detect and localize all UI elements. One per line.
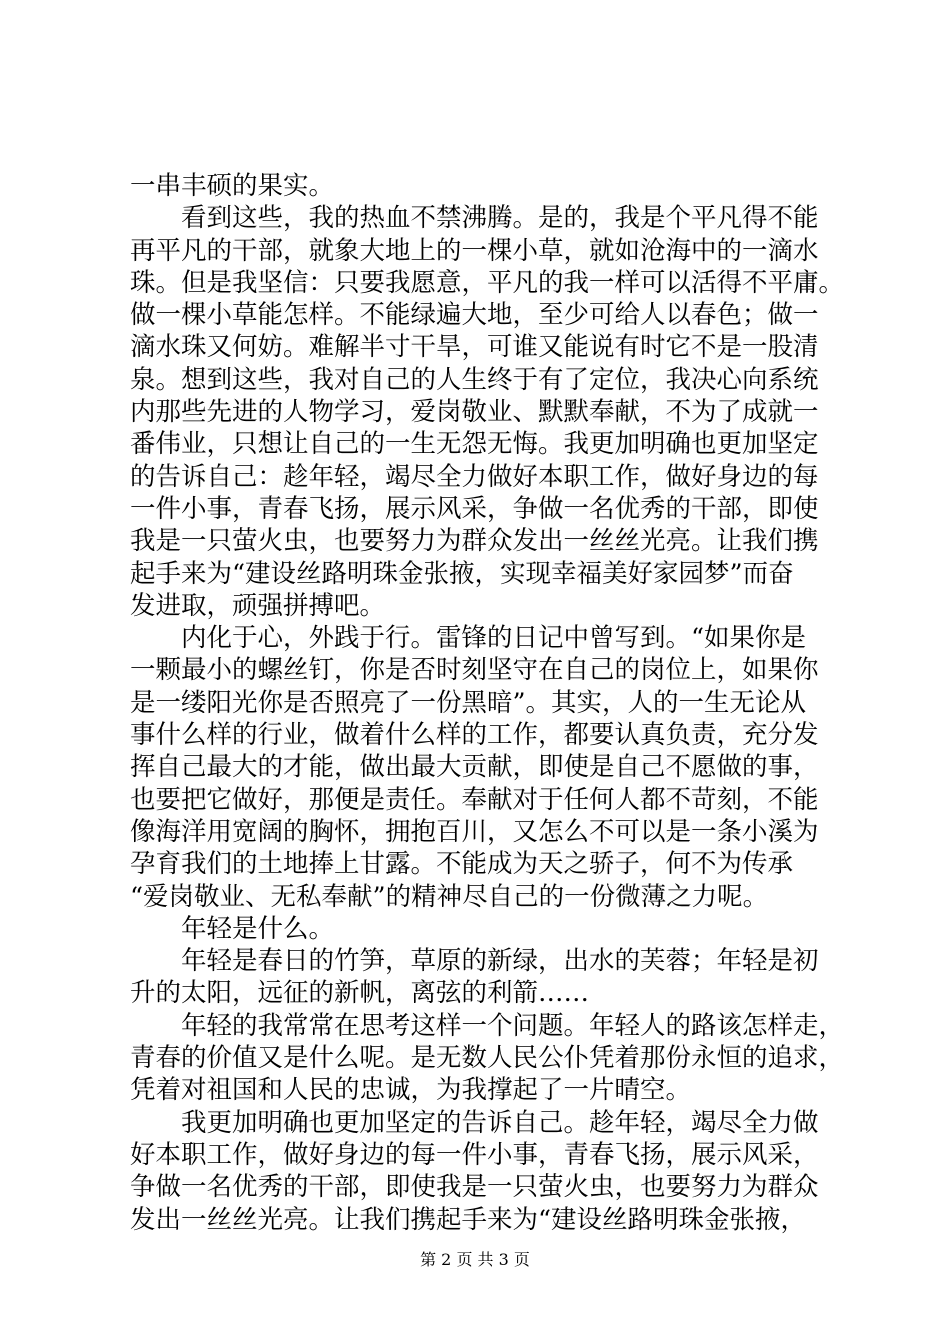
- text-line: 是一缕阳光你是否照亮了一份黑暗”。其实，人的一生无论从: [130, 687, 807, 718]
- text-line: 像海洋用宽阔的胸怀，拥抱百川，又怎么不可以是一条小溪为: [130, 816, 819, 847]
- text-line: 也要把它做好，那便是责任。奉献对于任何人都不苛刻，不能: [130, 784, 819, 815]
- text-line: 番伟业，只想让自己的一生无怨无悔。我更加明确也更加坚定: [130, 429, 819, 460]
- text-line: 的告诉自己：趁年轻，竭尽全力做好本职工作，做好身边的每: [130, 461, 819, 492]
- text-line: 孕育我们的土地捧上甘露。不能成为天之骄子，何不为传承: [130, 849, 794, 880]
- text-line: 一件小事，青春飞扬，展示风采，争做一名优秀的干部，即使: [130, 493, 819, 524]
- text-line: 滴水珠又何妨。难解半寸干旱，可谁又能说有时它不是一股清: [130, 332, 819, 363]
- text-line: 挥自己最大的才能，做出最大贡献，即使是自己不愿做的事，: [130, 752, 819, 783]
- text-line: 我是一只萤火虫，也要努力为群众发出一丝丝光亮。让我们携: [130, 526, 819, 557]
- text-line: “爱岗敬业、无私奉献”的精神尽自己的一份微薄之力呢。: [130, 881, 769, 912]
- text-line: 发出一丝丝光亮。让我们携起手来为“建设丝路明珠金张掖，: [130, 1204, 807, 1235]
- text-line: 珠。但是我坚信：只要我愿意，平凡的我一样可以活得不平庸。: [130, 267, 845, 298]
- text-line: 年轻是春日的竹笋，草原的新绿，出水的芙蓉；年轻是初: [130, 946, 819, 977]
- text-line: 一串丰硕的果实。: [130, 171, 335, 201]
- text-line: 发进取，顽强拼搏吧。: [130, 590, 386, 621]
- text-line: 我更加明确也更加坚定的告诉自己。趁年轻，竭尽全力做: [130, 1107, 819, 1138]
- text-line: 青春的价值又是什么呢。是无数人民公仆凭着那份永恒的追求，: [130, 1043, 845, 1074]
- text-line: 看到这些，我的热血不禁沸腾。是的，我是个平凡得不能: [130, 203, 819, 234]
- text-line: 做一棵小草能怎样。不能绿遍大地，至少可给人以春色；做一: [130, 300, 819, 331]
- text-line: 升的太阳，远征的新帆，离弦的利箭‥‥‥: [130, 978, 590, 1009]
- text-line: 凭着对祖国和人民的忠诚，为我撑起了一片晴空。: [130, 1075, 692, 1106]
- body-text: [130, 170, 850, 1236]
- page-footer: 第 2 页 共 3 页: [420, 1250, 530, 1269]
- text-line: 起手来为“建设丝路明珠金张掖，实现幸福美好家园梦”而奋: [130, 558, 794, 589]
- text-line: 再平凡的干部，就象大地上的一棵小草，就如沧海中的一滴水: [130, 235, 819, 266]
- text-line: 好本职工作，做好身边的每一件小事，青春飞扬，展示风采，: [130, 1139, 819, 1170]
- text-line: 内化于心，外践于行。雷锋的日记中曾写到。“如果你是: [130, 623, 807, 654]
- text-line: 年轻的我常常在思考这样一个问题。年轻人的路该怎样走，: [130, 1010, 845, 1041]
- text-line: 内那些先进的人物学习，爱岗敬业、默默奉献，不为了成就一: [130, 397, 819, 428]
- text-line: 年轻是什么。: [130, 913, 335, 944]
- text-line: 泉。想到这些，我对自己的人生终于有了定位，我决心向系统: [130, 364, 819, 395]
- text-line: 争做一名优秀的干部，即使我是一只萤火虫，也要努力为群众: [130, 1172, 819, 1203]
- text-line: 事什么样的行业，做着什么样的工作，都要认真负责，充分发: [130, 720, 819, 751]
- text-line: 一颗最小的螺丝钉，你是否时刻坚守在自己的岗位上，如果你: [130, 655, 819, 686]
